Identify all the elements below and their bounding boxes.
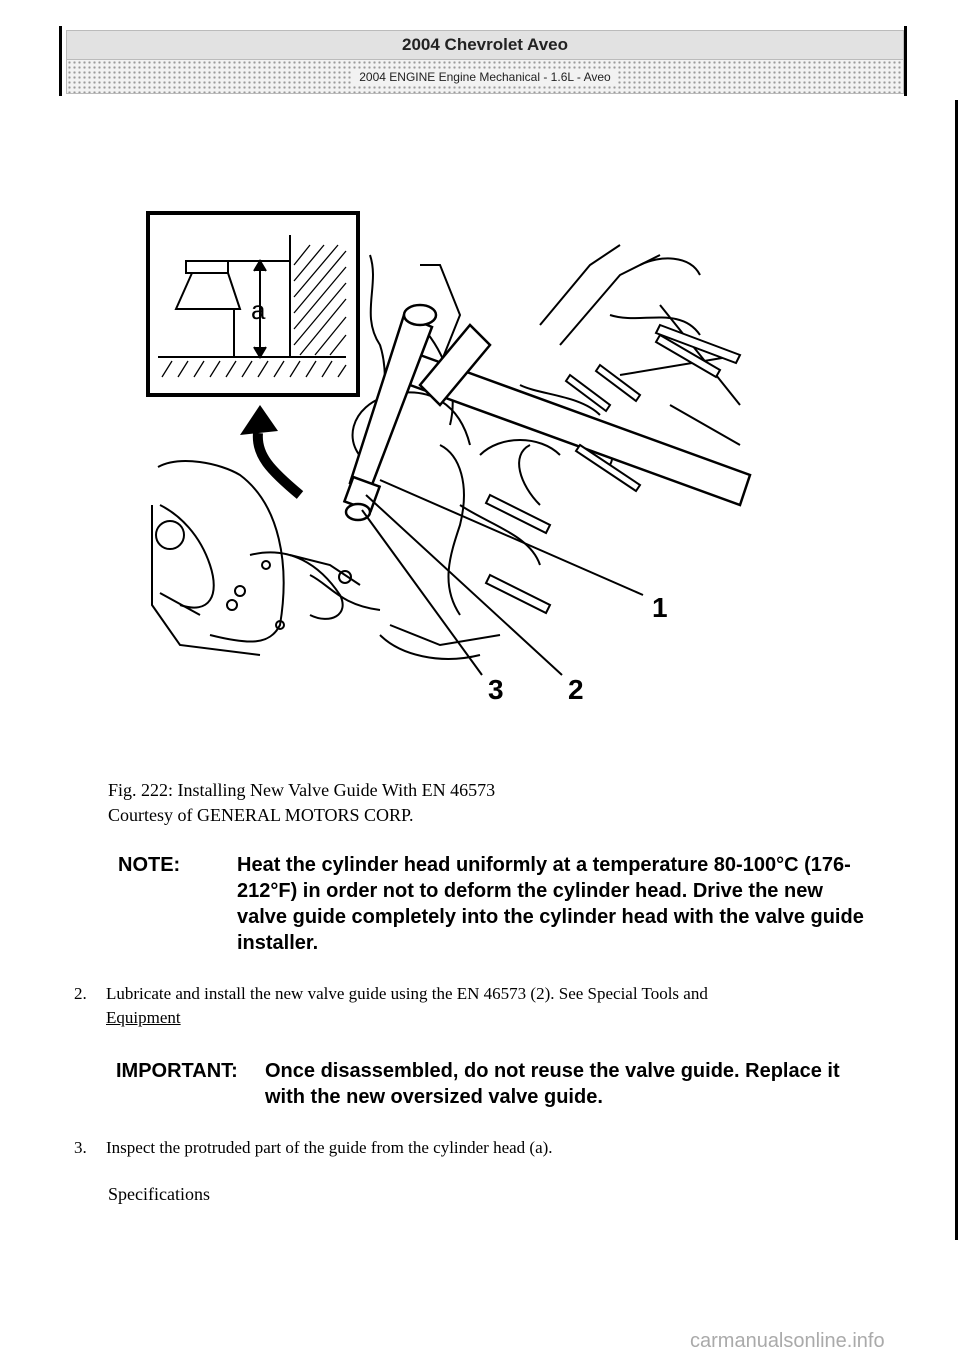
header-subtitle: 2004 ENGINE Engine Mechanical - 1.6L - Aveo — [353, 69, 616, 85]
inset-dimension-label: a — [251, 295, 266, 325]
note-label: NOTE: — [118, 854, 181, 876]
caption-credit: Courtesy of GENERAL MOTORS CORP. — [108, 805, 414, 825]
step-2-text: Lubricate and install the new valve guide using the EN 46573 (2). See Special Tools and — [106, 984, 708, 1003]
important-label: IMPORTANT: — [116, 1060, 238, 1082]
header-subtitle-bar — [67, 60, 903, 93]
step-3-number: 3. — [74, 1138, 87, 1157]
callout-3: 3 — [488, 674, 504, 705]
special-tools-link[interactable]: Equipment — [106, 1008, 181, 1027]
header-right-rule — [904, 26, 907, 96]
page-header — [66, 30, 904, 94]
callout-1: 1 — [652, 592, 668, 623]
header-left-rule — [59, 26, 62, 96]
watermark: carmanualsonline.info — [690, 1330, 885, 1352]
page-right-rule — [955, 100, 958, 1240]
note-text: Heat the cylinder head uniformly at a temperature 80-100°C (176-212°F) in order not to deform the cylinder head. Drive the new valve guide completely into the cylinder head with the valve guide installer. — [237, 854, 864, 954]
specifications-heading: Specifications — [108, 1184, 210, 1204]
callout-2: 2 — [568, 674, 584, 705]
important-text: Once disassembled, do not reuse the valve guide. Replace it with the new oversized valve guide. — [265, 1060, 840, 1108]
step-3-text: Inspect the protruded part of the guide from the cylinder head (a). — [106, 1138, 553, 1157]
caption-title: Fig. 222: Installing New Valve Guide With EN 46573 — [108, 780, 496, 800]
figure-caption — [108, 778, 495, 828]
header-title: 2004 Chevrolet Aveo — [67, 31, 903, 60]
step-2-number: 2. — [74, 984, 87, 1003]
valve-guide-illustration — [140, 205, 760, 725]
